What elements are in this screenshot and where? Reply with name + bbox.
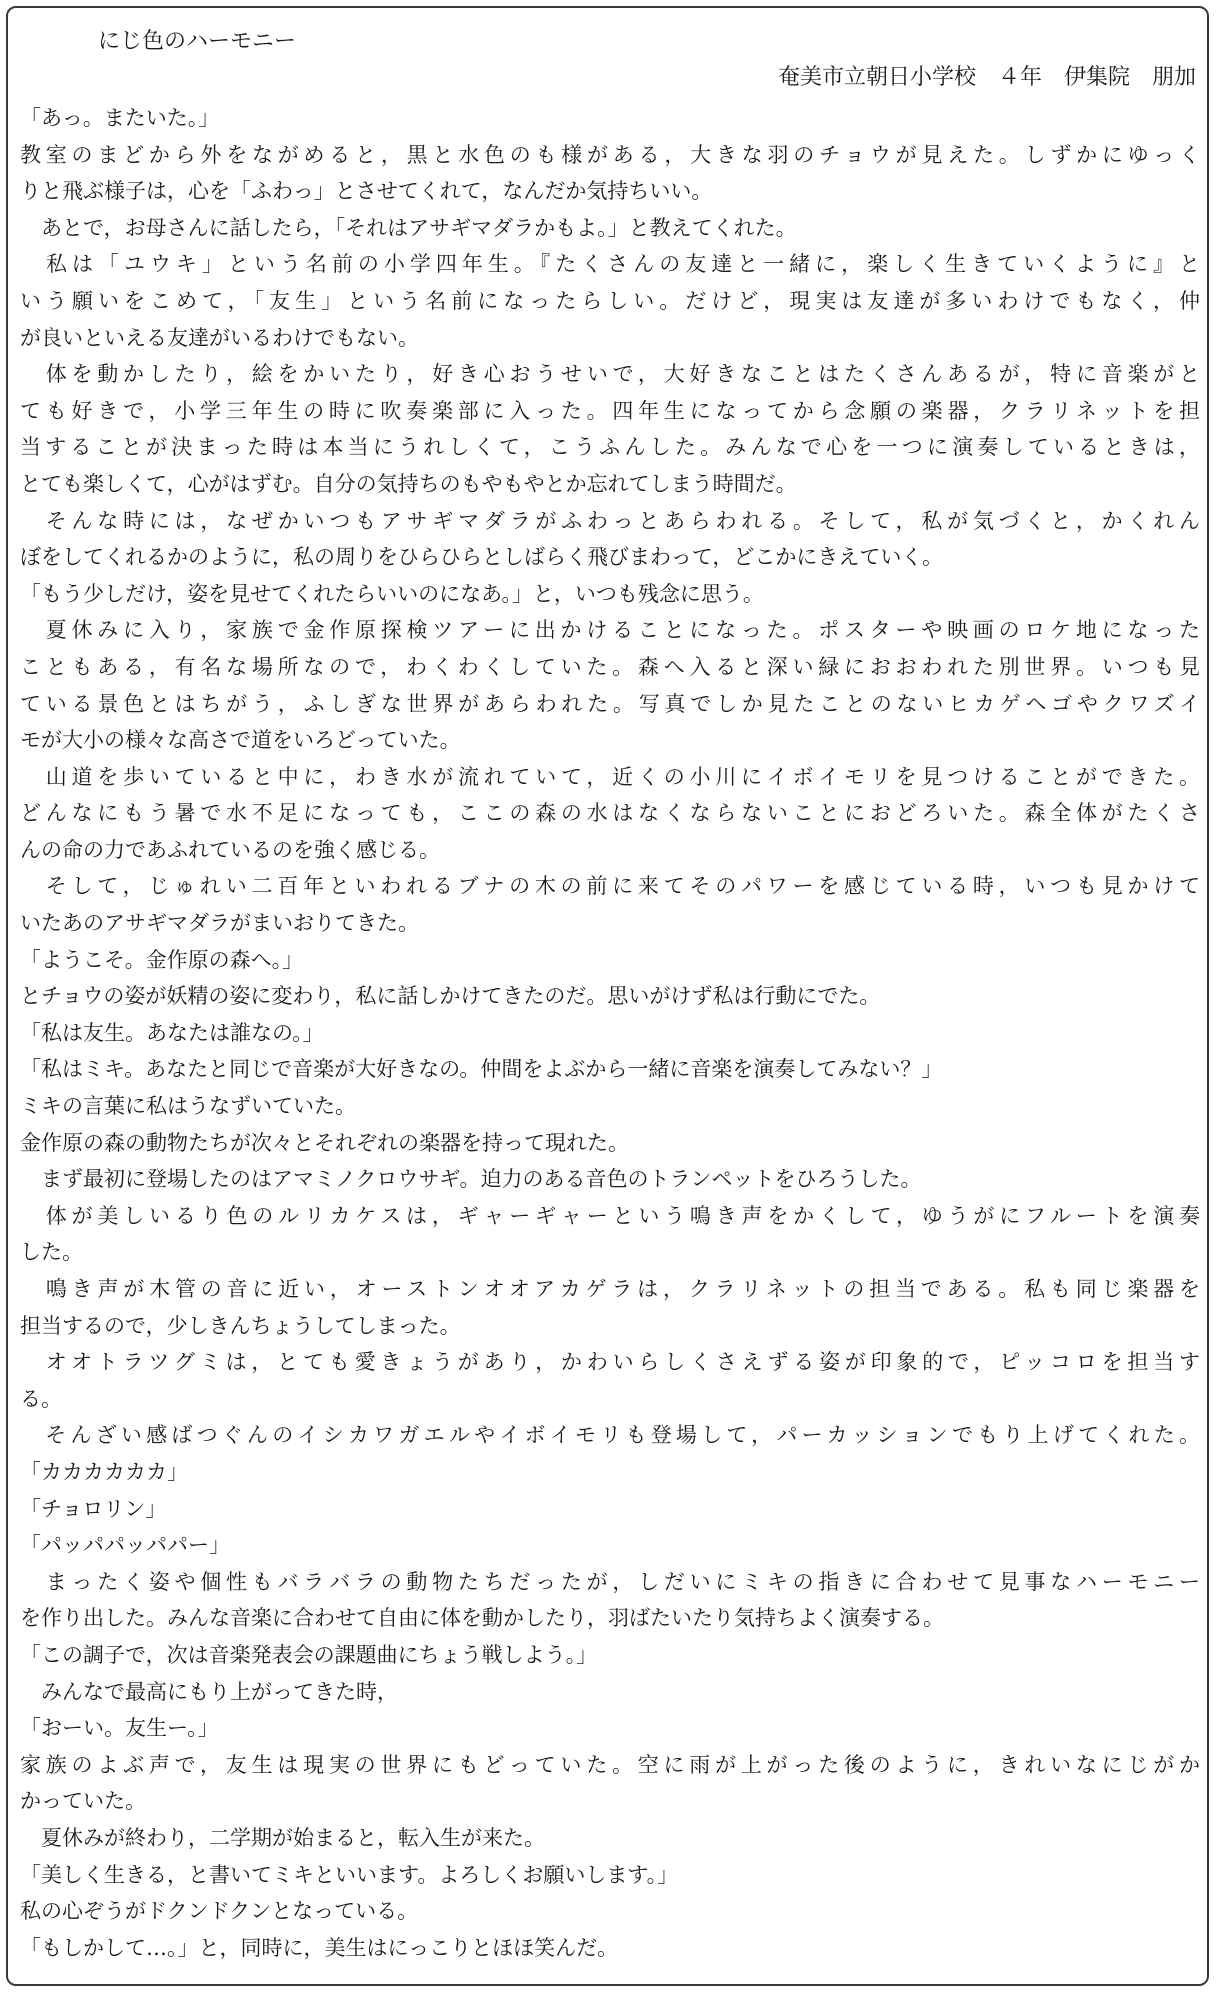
text-line: を作り出した。みんな音楽に合わせて自由に体を動かしたり，羽ばたいたり気持ちよく演奏する。: [20, 1606, 944, 1631]
text-line: 体を動かしたり，絵をかいたり，好き心おうせいで，大好きなことはたくさんあるが，特に音楽がと: [20, 362, 1200, 387]
text-line: 「この調子で，次は音楽発表会の課題曲にちょう戦しよう。」: [20, 1642, 598, 1667]
text-line: 「私はミキ。あなたと同じで音楽が大好きなの。仲間をよぶから一緒に音楽を演奏してみない？」: [20, 1057, 943, 1082]
text-line: 「おーい。友生ー。」: [20, 1716, 219, 1741]
text-line: いたあのアサギマダラがまいおりてきた。: [20, 911, 419, 936]
text-line: 山道を歩いていると中に，わき水が流れていて，近くの小川にイボイモリを見つけることができた。: [20, 764, 1200, 789]
essay-body: [20, 100, 1200, 1966]
text-line: 私の心ぞうがドクンドクンとなっている。: [20, 1899, 419, 1924]
text-line: まず最初に登場したのはアマミノクロウサギ。迫力のある音色のトランペットをひろうした。: [20, 1167, 922, 1192]
text-line: ている景色とはちがう，ふしぎな世界があらわれた。写真でしか見たことのないヒカゲヘゴやクワズイ: [20, 691, 1200, 716]
essay-title: にじ色のハーモニー: [98, 29, 297, 54]
text-line: 「もしかして…。」と，同時に，美生はにっこりとほほ笑んだ。: [20, 1935, 619, 1960]
text-line: る。: [20, 1386, 62, 1411]
text-line: 金作原の森の動物たちが次々とそれぞれの楽器を持って現れた。: [20, 1130, 629, 1155]
text-line: ても好きで，小学三年生の時に吹奏楽部に入った。四年生になってから念願の楽器，クラリネットを担: [20, 398, 1200, 423]
text-line: りと飛ぶ様子は，心を「ふわっ」とさせてくれて，なんだか気持ちいい。: [20, 179, 713, 204]
text-line: した。: [20, 1240, 83, 1265]
text-line: まったく姿や個性もバラバラの動物たちだったが，しだいにミキの指きに合わせて見事なハーモニー: [20, 1569, 1200, 1594]
text-line: 家族のよぶ声で，友生は現実の世界にもどっていた。空に雨が上がった後のように，きれいなにじがか: [20, 1752, 1200, 1777]
text-line: そして，じゅれい二百年といわれるブナの木の前に来てそのパワーを感じている時，いつも見かけて: [20, 874, 1200, 899]
text-line: ミキの言葉に私はうなずいていた。: [20, 1094, 356, 1119]
text-line: そんな時には，なぜかいつもアサギマダラがふわっとあらわれる。そして，私が気づくと，かくれん: [20, 508, 1200, 533]
text-line: 担当するので，少しきんちょうしてしまった。: [20, 1313, 461, 1338]
text-line: みんなで最高にもり上がってきた時，: [20, 1679, 398, 1704]
author-byline: 奄美市立朝日小学校 ４年 伊集院 朋加: [777, 65, 1196, 90]
text-line: 教室のまどから外をながめると，黒と水色のも様がある，大きな羽のチョウが見えた。しずかにゆっく: [20, 142, 1200, 167]
text-line: が良いといえる友達がいるわけでもない。: [20, 325, 419, 350]
text-line: モが大小の様々な高さで道をいろどっていた。: [20, 728, 461, 753]
text-line: 「カカカカカカ」: [20, 1459, 188, 1484]
text-line: 私は「ユウキ」という名前の小学四年生。『たくさんの友達と一緒に，楽しく生きていくように』と: [20, 252, 1200, 277]
text-line: 鳴き声が木管の音に近い，オーストンオオアカゲラは，クラリネットの担当である。私も同じ楽器を: [20, 1277, 1200, 1301]
text-line: 「もう少しだけ，姿を見せてくれたらいいのになあ。」と，いつも残念に思う。: [20, 581, 764, 606]
text-line: 「美しく生きる，と書いてミキといいます。よろしくお願いします。」: [20, 1862, 679, 1887]
text-line: 夏休みに入り，家族で金作原探検ツアーに出かけることになった。ポスターや映画のロケ地になった: [20, 618, 1200, 643]
text-line: 「ようこそ。金作原の森へ。」: [20, 947, 304, 972]
text-line: 当することが決まった時は本当にうれしくて，こうふんした。みんなで心を一つに演奏しているときは，: [20, 435, 1200, 460]
text-line: こともある，有名な場所なので，わくわくしていた。森へ入ると深い緑におおわれた別世界。いつも見: [20, 654, 1200, 679]
text-line: 「パッパパッパパー」: [20, 1533, 230, 1558]
text-line: オオトラツグミは，とても愛きょうがあり，かわいらしくさえずる姿が印象的で，ピッコロを担当す: [20, 1350, 1200, 1375]
text-line: 夏休みが終わり，二学期が始まると，転入生が来た。: [20, 1825, 545, 1850]
text-line: 体が美しいるり色のルリカケスは，ギャーギャーという鳴き声をかくして，ゆうがにフルートを演奏: [20, 1203, 1200, 1228]
text-line: 「チョロリン」: [20, 1496, 167, 1521]
text-line: どんなにもう暑で水不足になっても，ここの森の水はなくならないことにおどろいた。森全体がたくさ: [20, 801, 1200, 826]
text-line: ぼをしてくれるかのように，私の周りをひらひらとしばらく飛びまわって，どこかにきえていく。: [20, 545, 943, 570]
text-line: いう願いをこめて，「友生」という名前になったらしい。だけど，現実は友達が多いわけでもなく，仲: [20, 288, 1200, 313]
text-line: とても楽しくて，心がはずむ。自分の気持ちのもやもやとか忘れてしまう時間だ。: [20, 471, 797, 496]
text-line: 「あっ。またいた。」: [20, 106, 220, 130]
text-line: あとで，お母さんに話したら，「それはアサギマダラかもよ。」と教えてくれた。: [20, 215, 797, 240]
text-line: そんざい感ばつぐんのイシカワガエルやイボイモリも登場して，パーカッションでもり上げてくれた。: [20, 1423, 1200, 1448]
text-line: とチョウの姿が妖精の姿に変わり，私に話しかけてきたのだ。思いがけず私は行動にでた。: [20, 984, 881, 1009]
text-line: 「私は友生。あなたは誰なの。」: [20, 1020, 324, 1045]
text-line: かっていた。: [20, 1789, 146, 1814]
text-line: んの命の力であふれているのを強く感じる。: [20, 837, 440, 862]
